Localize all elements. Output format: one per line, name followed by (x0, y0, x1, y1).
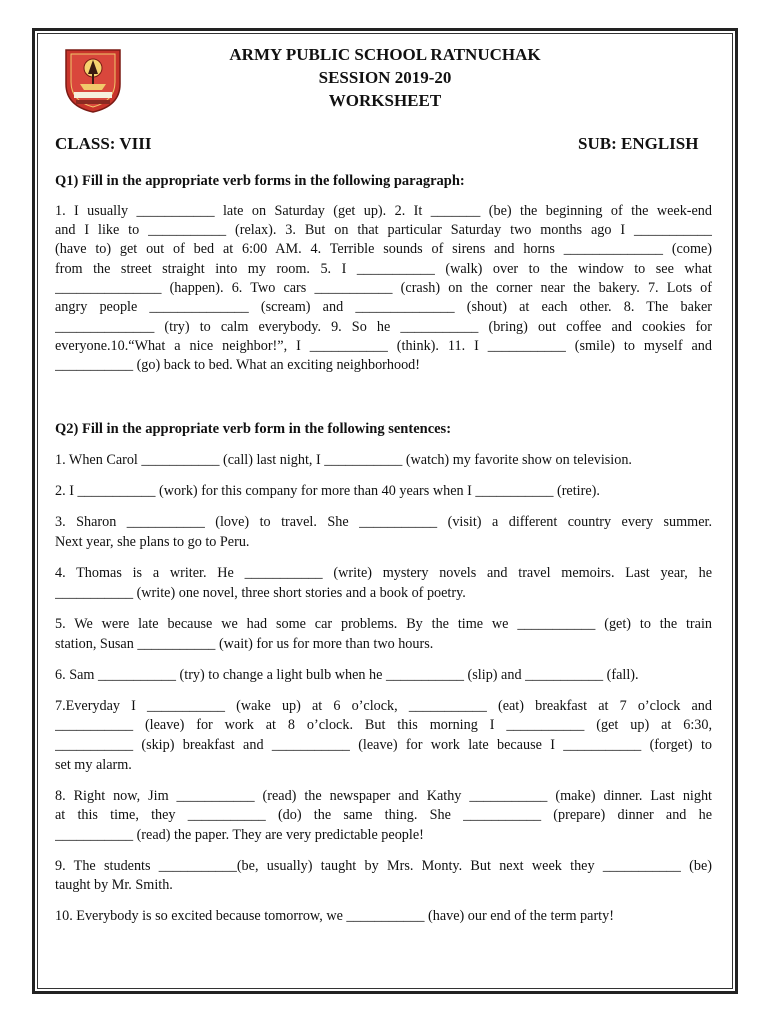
subject-label: SUB: ENGLISH (578, 134, 699, 153)
q1-heading: Q1) Fill in the appropriate verb forms in the following paragraph: (55, 173, 465, 189)
q2-line: 8. Right now, Jim ___________ (read) the newspaper and Kathy ___________ (make) dinner. Last night (55, 788, 712, 804)
q2-line: at this time, they ___________ (do) the same thing. She ___________ (prepare) dinner and he (55, 807, 712, 823)
q2-line: ___________ (write) one novel, three short stories and a book of poetry. (55, 585, 466, 601)
q2-line: 4. Thomas is a writer. He ___________ (write) mystery novels and travel memoirs. Last year, he (55, 565, 712, 581)
q1-line: 1. I usually ___________ late on Saturday (get up). 2. It _______ (be) the beginning of the week-end (55, 203, 712, 219)
school-name: ARMY PUBLIC SCHOOL RATNUCHAK (229, 45, 541, 64)
q2-line: ___________ (skip) breakfast and ___________ (leave) for work late because I ___________ (forget) to (55, 737, 712, 753)
q2-line: taught by Mr. Smith. (55, 877, 173, 893)
q1-line: ______________ (try) to calm everybody. 9. So he ___________ (bring) out coffee and cookies for (55, 319, 712, 335)
q2-heading: Q2) Fill in the appropriate verb form in the following sentences: (55, 421, 452, 437)
q1-line: from the street straight into my room. 5. I ___________ (walk) over to the window to see what (55, 261, 712, 277)
q2-line: 2. I ___________ (work) for this company for more than 40 years when I ___________ (retire). (55, 483, 600, 499)
q2-line: 5. We were late because we had some car problems. By the time we ___________ (get) to the train (55, 616, 712, 632)
q1-line: and I like to ___________ (relax). 3. But on that particular Saturday two months ago I ___________ (55, 222, 712, 238)
q2-line: 7.Everyday I ___________ (wake up) at 6 o’clock, ___________ (eat) breakfast at 7 o’clock and (55, 698, 712, 714)
q2-line: ___________ (leave) for work at 8 o’clock. But this morning I ___________ (get up) at 6:30, (55, 717, 712, 733)
q1-line: (have to) get out of bed at 6:00 AM. 4. Terrible sounds of sirens and horns ______________ (come) (55, 241, 712, 257)
q2-line: 9. The students ___________(be, usually) taught by Mrs. Monty. But next week they ___________ (be) (55, 858, 712, 874)
q2-line: 3. Sharon ___________ (love) to travel. She ___________ (visit) a different country every summer. (55, 514, 712, 530)
school-crest-logo (62, 44, 124, 114)
q2-line: 6. Sam ___________ (try) to change a light bulb when he ___________ (slip) and ___________ (fall). (55, 667, 639, 683)
session-label: SESSION 2019-20 (318, 68, 452, 87)
q2-line: Next year, she plans to go to Peru. (55, 534, 250, 550)
q2-line: 1. When Carol ___________ (call) last night, I ___________ (watch) my favorite show on television. (55, 452, 632, 468)
worksheet-title: WORKSHEET (328, 91, 442, 110)
q1-line: _______________ (happen). 6. Two cars ___________ (crash) on the corner near the bakery. 7. Lots of (55, 280, 712, 296)
q2-line: ___________ (read) the paper. They are very predictable people! (55, 827, 424, 843)
q2-line: 10. Everybody is so excited because tomorrow, we ___________ (have) our end of the term party! (55, 908, 614, 924)
q1-line: everyone.10.“What a nice neighbor!”, I ___________ (think). 11. I ___________ (smile) to myself and (55, 338, 712, 354)
class-label: CLASS: VIII (55, 134, 152, 153)
q1-line: ___________ (go) back to bed. What an exciting neighborhood! (55, 357, 420, 373)
q2-line: set my alarm. (55, 757, 132, 773)
q1-line: angry people ______________ (scream) and ______________ (shout) at each other. 8. The baker (55, 299, 712, 315)
q2-line: station, Susan ___________ (wait) for us for more than two hours. (55, 636, 434, 652)
